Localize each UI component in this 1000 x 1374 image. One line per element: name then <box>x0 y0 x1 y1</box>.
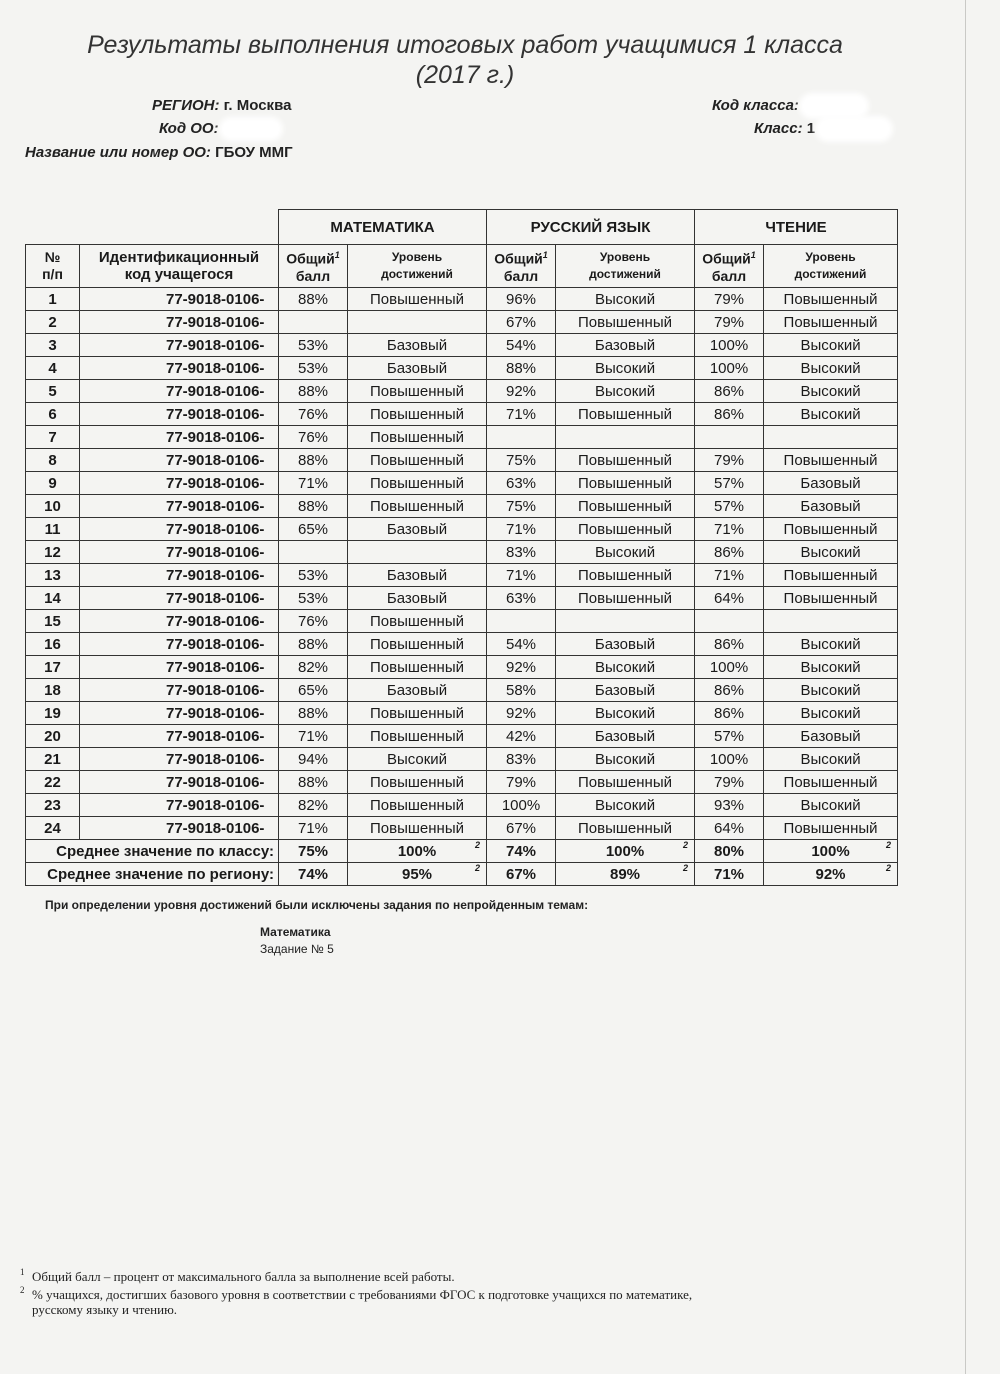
excluded-note: При определении уровня достижений были исключены задания по непройденным темам: <box>45 898 589 912</box>
redacted-class-code <box>803 97 865 115</box>
student-code: 77-9018-0106- <box>80 426 279 449</box>
math-score: 82% <box>279 656 348 679</box>
math-score: 53% <box>279 357 348 380</box>
footnote-2-text: % учащихся, достигших базового уровня в соответствии с требованиями ФГОС к подготовке учащихся по математике, русскому языку и чтению. <box>32 1287 693 1317</box>
russian-level: Высокий <box>556 794 695 817</box>
russian-score: 71% <box>487 518 556 541</box>
redacted-class-letter <box>819 120 889 138</box>
table-row <box>26 403 898 426</box>
class-code-label: Код класса: <box>712 97 799 114</box>
math-level: Повышенный <box>348 702 487 725</box>
russian-score: 88% <box>487 357 556 380</box>
russian-score: 83% <box>487 748 556 771</box>
math-level: Базовый <box>348 357 487 380</box>
math-level: Базовый <box>348 334 487 357</box>
row-number: 10 <box>26 495 80 518</box>
russian-level: Высокий <box>556 541 695 564</box>
math-level: Повышенный <box>348 288 487 311</box>
reading-level: Базовый <box>764 725 898 748</box>
class-field <box>754 120 889 138</box>
student-code: 77-9018-0106- <box>80 495 279 518</box>
student-code: 77-9018-0106- <box>80 794 279 817</box>
row-number: 14 <box>26 587 80 610</box>
row-number: 5 <box>26 380 80 403</box>
math-average-level: 95% 2 <box>348 863 487 886</box>
reading-level: Высокий <box>764 748 898 771</box>
student-code: 77-9018-0106- <box>80 541 279 564</box>
row-number: 11 <box>26 518 80 541</box>
student-code: 77-9018-0106- <box>80 472 279 495</box>
russian-level: Повышенный <box>556 495 695 518</box>
russian-score: 71% <box>487 403 556 426</box>
average-label: Среднее значение по региону: <box>26 863 279 886</box>
math-score: 71% <box>279 725 348 748</box>
math-level: Базовый <box>348 518 487 541</box>
excluded-subject: Математика <box>260 925 331 939</box>
reading-score: 86% <box>695 403 764 426</box>
footnote-2-ref: 2 <box>475 840 481 850</box>
footnote-1-mark: 1 <box>20 1267 25 1277</box>
student-code: 77-9018-0106- <box>80 288 279 311</box>
empty-corner <box>26 210 279 245</box>
excluded-task: Задание № 5 <box>260 942 334 956</box>
math-level <box>348 311 487 334</box>
region-value: г. Москва <box>223 97 292 114</box>
reading-score: 64% <box>695 817 764 840</box>
reading-level: Высокий <box>764 794 898 817</box>
russian-score: 79% <box>487 771 556 794</box>
reading-score: 86% <box>695 380 764 403</box>
reading-average-level: 100% 2 <box>764 840 898 863</box>
reading-score: 86% <box>695 633 764 656</box>
oo-name-value: ГБОУ ММГ <box>215 144 293 161</box>
reading-score: 71% <box>695 518 764 541</box>
class-label: Класс: <box>754 120 803 137</box>
math-score: 65% <box>279 679 348 702</box>
math-score: 82% <box>279 794 348 817</box>
student-code: 77-9018-0106- <box>80 610 279 633</box>
row-number: 15 <box>26 610 80 633</box>
reading-level: Высокий <box>764 656 898 679</box>
row-number: 7 <box>26 426 80 449</box>
reading-level: Повышенный <box>764 311 898 334</box>
russian-level: Повышенный <box>556 472 695 495</box>
oo-name-field <box>25 144 293 161</box>
reading-score: 100% <box>695 748 764 771</box>
student-code: 77-9018-0106- <box>80 311 279 334</box>
russian-level: Высокий <box>556 357 695 380</box>
math-score: 88% <box>279 633 348 656</box>
reading-level: Высокий <box>764 380 898 403</box>
math-level-header: Уровень достижений <box>348 245 487 288</box>
table-row <box>26 449 898 472</box>
reading-level: Высокий <box>764 403 898 426</box>
reading-level: Повышенный <box>764 449 898 472</box>
row-number: 12 <box>26 541 80 564</box>
math-score: 71% <box>279 472 348 495</box>
region-field <box>152 97 291 114</box>
table-row <box>26 679 898 702</box>
row-number: 6 <box>26 403 80 426</box>
math-score: 88% <box>279 380 348 403</box>
math-average-score: 75% <box>279 840 348 863</box>
russian-level: Повышенный <box>556 518 695 541</box>
russian-score: 75% <box>487 495 556 518</box>
math-level: Повышенный <box>348 725 487 748</box>
math-level: Высокий <box>348 748 487 771</box>
math-score: 76% <box>279 403 348 426</box>
russian-level: Повышенный <box>556 449 695 472</box>
math-level: Повышенный <box>348 472 487 495</box>
student-code: 77-9018-0106- <box>80 518 279 541</box>
table-row <box>26 656 898 679</box>
math-level: Повышенный <box>348 794 487 817</box>
math-score: 53% <box>279 564 348 587</box>
russian-score: 67% <box>487 817 556 840</box>
table-row <box>26 725 898 748</box>
reading-score: 57% <box>695 495 764 518</box>
russian-level: Высокий <box>556 288 695 311</box>
math-average-level: 100% 2 <box>348 840 487 863</box>
table-row <box>26 633 898 656</box>
russian-score: 42% <box>487 725 556 748</box>
average-row <box>26 863 898 886</box>
table-row <box>26 311 898 334</box>
russian-level <box>556 426 695 449</box>
russian-level-header: Уровень достижений <box>556 245 695 288</box>
reading-score <box>695 426 764 449</box>
table-row <box>26 541 898 564</box>
russian-level: Повышенный <box>556 771 695 794</box>
footnote-2-ref: 2 <box>886 863 892 873</box>
math-level <box>348 541 487 564</box>
reading-level: Высокий <box>764 541 898 564</box>
reading-average-level: 92% 2 <box>764 863 898 886</box>
math-score: 76% <box>279 426 348 449</box>
russian-score: 92% <box>487 656 556 679</box>
math-level: Повышенный <box>348 426 487 449</box>
russian-level: Повышенный <box>556 564 695 587</box>
table-row <box>26 380 898 403</box>
redacted-oo-code <box>223 121 279 137</box>
title-line-1: Результаты выполнения итоговых работ учащимися 1 класса <box>87 31 843 59</box>
russian-level: Базовый <box>556 679 695 702</box>
student-code: 77-9018-0106- <box>80 702 279 725</box>
table-row <box>26 610 898 633</box>
table-row <box>26 748 898 771</box>
column-header-row <box>26 245 898 288</box>
reading-level: Повышенный <box>764 771 898 794</box>
row-number: 18 <box>26 679 80 702</box>
math-score: 76% <box>279 610 348 633</box>
row-number: 21 <box>26 748 80 771</box>
russian-score: 71% <box>487 564 556 587</box>
row-number: 1 <box>26 288 80 311</box>
region-label: РЕГИОН: <box>152 97 220 114</box>
student-code: 77-9018-0106- <box>80 380 279 403</box>
student-rows <box>26 288 898 840</box>
math-score: 71% <box>279 817 348 840</box>
table-row <box>26 518 898 541</box>
table-row <box>26 794 898 817</box>
math-level: Базовый <box>348 564 487 587</box>
student-code: 77-9018-0106- <box>80 771 279 794</box>
footnote-1-text: Общий балл – процент от максимального балла за выполнение всей работы. <box>32 1269 455 1284</box>
subject-header-row <box>26 210 898 245</box>
russian-level: Высокий <box>556 702 695 725</box>
math-level: Повышенный <box>348 633 487 656</box>
math-level: Повышенный <box>348 449 487 472</box>
math-level: Повышенный <box>348 380 487 403</box>
math-level: Повышенный <box>348 817 487 840</box>
russian-level: Повышенный <box>556 403 695 426</box>
subject-russian: РУССКИЙ ЯЗЫК <box>487 210 695 245</box>
footnote-2-ref: 2 <box>886 840 892 850</box>
math-score-header: Общий$^1$ балл <box>279 245 348 288</box>
row-number: 3 <box>26 334 80 357</box>
russian-score: 67% <box>487 311 556 334</box>
reading-level: Базовый <box>764 472 898 495</box>
row-number: 13 <box>26 564 80 587</box>
num-header: № п/п <box>26 245 80 288</box>
russian-average-score: 74% <box>487 840 556 863</box>
math-score: 94% <box>279 748 348 771</box>
reading-level: Базовый <box>764 495 898 518</box>
reading-score: 64% <box>695 587 764 610</box>
student-code: 77-9018-0106- <box>80 817 279 840</box>
document-title <box>0 30 930 90</box>
reading-score-header: Общий$^1$ балл <box>695 245 764 288</box>
footnote-2-mark: 2 <box>20 1285 25 1295</box>
table-row <box>26 495 898 518</box>
page-edge-line <box>965 0 966 1374</box>
reading-level: Высокий <box>764 702 898 725</box>
russian-average-level: 89% 2 <box>556 863 695 886</box>
subject-math: МАТЕМАТИКА <box>279 210 487 245</box>
math-level: Базовый <box>348 587 487 610</box>
reading-level <box>764 426 898 449</box>
russian-level: Повышенный <box>556 311 695 334</box>
footnote-2-ref: 2 <box>475 863 481 873</box>
math-average-score: 74% <box>279 863 348 886</box>
reading-level: Повышенный <box>764 817 898 840</box>
russian-level: Повышенный <box>556 587 695 610</box>
reading-level: Повышенный <box>764 288 898 311</box>
math-level: Базовый <box>348 679 487 702</box>
row-number: 22 <box>26 771 80 794</box>
reading-level <box>764 610 898 633</box>
reading-score: 100% <box>695 357 764 380</box>
footnote-1 <box>20 1269 720 1284</box>
table-row <box>26 817 898 840</box>
russian-level <box>556 610 695 633</box>
math-score: 88% <box>279 771 348 794</box>
reading-score: 79% <box>695 771 764 794</box>
oo-code-label: Код ОО: <box>159 120 219 137</box>
russian-level: Высокий <box>556 380 695 403</box>
student-code: 77-9018-0106- <box>80 357 279 380</box>
russian-score: 83% <box>487 541 556 564</box>
footnote-2 <box>20 1287 720 1317</box>
reading-score: 86% <box>695 679 764 702</box>
student-code: 77-9018-0106- <box>80 656 279 679</box>
russian-score: 96% <box>487 288 556 311</box>
math-score <box>279 541 348 564</box>
title-line-2: (2017 г.) <box>415 61 515 89</box>
reading-score: 86% <box>695 702 764 725</box>
russian-score: 54% <box>487 633 556 656</box>
russian-level: Базовый <box>556 633 695 656</box>
student-code: 77-9018-0106- <box>80 748 279 771</box>
table-row <box>26 702 898 725</box>
math-score: 88% <box>279 702 348 725</box>
math-score: 88% <box>279 449 348 472</box>
reading-level: Повышенный <box>764 564 898 587</box>
row-number: 17 <box>26 656 80 679</box>
student-code: 77-9018-0106- <box>80 334 279 357</box>
oo-name-label: Название или номер ОО: <box>25 144 211 161</box>
row-number: 24 <box>26 817 80 840</box>
table-row <box>26 334 898 357</box>
table-row <box>26 771 898 794</box>
math-score: 88% <box>279 495 348 518</box>
footnote-2-ref: 2 <box>683 863 689 873</box>
row-number: 4 <box>26 357 80 380</box>
row-number: 8 <box>26 449 80 472</box>
reading-level: Высокий <box>764 334 898 357</box>
reading-score: 79% <box>695 288 764 311</box>
russian-level: Высокий <box>556 748 695 771</box>
table-row <box>26 472 898 495</box>
russian-level: Базовый <box>556 725 695 748</box>
russian-score: 63% <box>487 587 556 610</box>
id-header: Идентификационный код учащегося <box>80 245 279 288</box>
russian-score-header: Общий$^1$ балл <box>487 245 556 288</box>
math-level: Повышенный <box>348 771 487 794</box>
math-score: 88% <box>279 288 348 311</box>
russian-score <box>487 610 556 633</box>
student-code: 77-9018-0106- <box>80 679 279 702</box>
table-row <box>26 587 898 610</box>
reading-score: 86% <box>695 541 764 564</box>
reading-score: 57% <box>695 725 764 748</box>
math-score: 53% <box>279 587 348 610</box>
reading-level: Повышенный <box>764 587 898 610</box>
row-number: 9 <box>26 472 80 495</box>
reading-level: Высокий <box>764 633 898 656</box>
russian-score: 100% <box>487 794 556 817</box>
student-code: 77-9018-0106- <box>80 403 279 426</box>
math-level: Повышенный <box>348 610 487 633</box>
student-code: 77-9018-0106- <box>80 725 279 748</box>
row-number: 19 <box>26 702 80 725</box>
reading-score: 71% <box>695 564 764 587</box>
results-table <box>25 209 898 886</box>
russian-score: 58% <box>487 679 556 702</box>
reading-level-header: Уровень достижений <box>764 245 898 288</box>
table-row <box>26 564 898 587</box>
student-code: 77-9018-0106- <box>80 633 279 656</box>
math-level: Повышенный <box>348 403 487 426</box>
average-row <box>26 840 898 863</box>
student-code: 77-9018-0106- <box>80 587 279 610</box>
reading-score: 100% <box>695 656 764 679</box>
reading-level: Высокий <box>764 679 898 702</box>
reading-average-score: 80% <box>695 840 764 863</box>
table-row <box>26 357 898 380</box>
table-row <box>26 288 898 311</box>
student-code: 77-9018-0106- <box>80 564 279 587</box>
subject-reading: ЧТЕНИЕ <box>695 210 898 245</box>
class-value: 1 <box>806 120 816 137</box>
average-rows <box>26 840 898 886</box>
math-score: 53% <box>279 334 348 357</box>
reading-level: Высокий <box>764 357 898 380</box>
row-number: 16 <box>26 633 80 656</box>
student-code: 77-9018-0106- <box>80 449 279 472</box>
class-code-field <box>712 97 865 115</box>
russian-score: 63% <box>487 472 556 495</box>
oo-code-field <box>159 120 279 137</box>
reading-average-score: 71% <box>695 863 764 886</box>
footnote-2-ref: 2 <box>683 840 689 850</box>
row-number: 2 <box>26 311 80 334</box>
russian-level: Повышенный <box>556 817 695 840</box>
reading-score: 79% <box>695 311 764 334</box>
reading-score: 57% <box>695 472 764 495</box>
math-score <box>279 311 348 334</box>
reading-score: 79% <box>695 449 764 472</box>
math-score: 65% <box>279 518 348 541</box>
reading-score: 93% <box>695 794 764 817</box>
table-row <box>26 426 898 449</box>
reading-level: Повышенный <box>764 518 898 541</box>
russian-score: 92% <box>487 702 556 725</box>
russian-level: Базовый <box>556 334 695 357</box>
math-level: Повышенный <box>348 656 487 679</box>
russian-score: 75% <box>487 449 556 472</box>
russian-average-score: 67% <box>487 863 556 886</box>
reading-score <box>695 610 764 633</box>
russian-score: 54% <box>487 334 556 357</box>
row-number: 23 <box>26 794 80 817</box>
russian-average-level: 100% 2 <box>556 840 695 863</box>
reading-score: 100% <box>695 334 764 357</box>
row-number: 20 <box>26 725 80 748</box>
average-label: Среднее значение по классу: <box>26 840 279 863</box>
russian-level: Высокий <box>556 656 695 679</box>
russian-score <box>487 426 556 449</box>
math-level: Повышенный <box>348 495 487 518</box>
russian-score: 92% <box>487 380 556 403</box>
